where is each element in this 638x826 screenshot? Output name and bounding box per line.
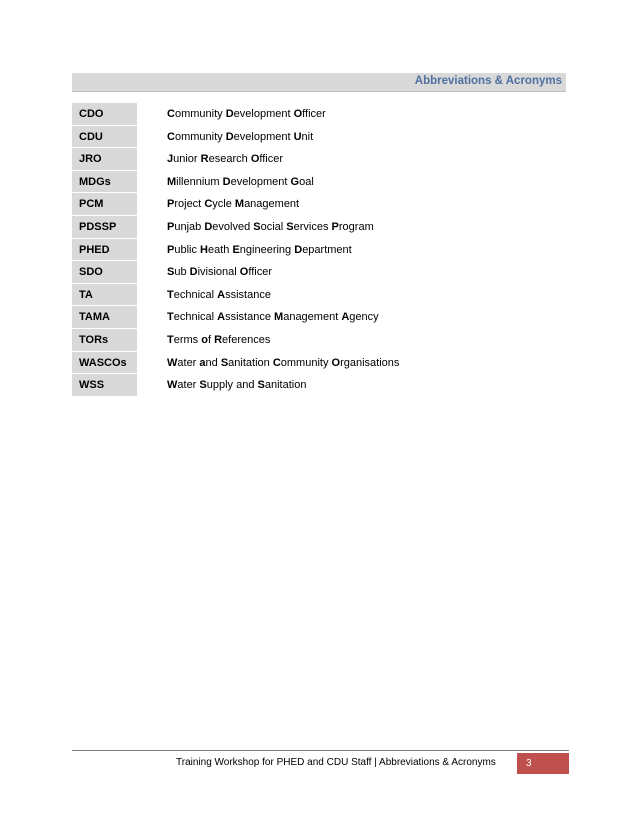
abbreviation-definition <box>167 103 326 126</box>
abbreviation-code: CDU <box>72 126 137 149</box>
definition-initial: D <box>189 266 198 279</box>
definition-text: ocial <box>260 220 287 233</box>
definition-text: unior <box>173 153 201 166</box>
definition-text: epartment <box>302 243 352 256</box>
abbreviation-definition <box>167 216 374 239</box>
definition-initial: T <box>167 311 174 324</box>
definition-text: roject <box>174 198 205 211</box>
footer-text: Training Workshop for PHED and CDU Staff | Abbreviations & Acronyms <box>176 757 496 768</box>
table-row <box>72 374 542 397</box>
definition-initial: a <box>199 356 206 369</box>
abbreviation-code: PHED <box>72 239 137 262</box>
definition-text: ngineering <box>239 243 295 256</box>
definition-initial: R <box>214 333 223 346</box>
table-row <box>72 284 542 307</box>
definition-text: ssistance <box>225 311 275 324</box>
definition-initial: T <box>167 333 174 346</box>
abbreviation-code: TAMA <box>72 306 137 329</box>
abbreviation-code: TORs <box>72 329 137 352</box>
definition-initial: C <box>167 108 175 120</box>
definition-initial: W <box>167 379 178 392</box>
definition-text: ommunity <box>174 108 226 120</box>
definition-text: evelopment <box>230 175 291 188</box>
footer-divider <box>72 750 569 751</box>
definition-initial: P <box>167 198 175 211</box>
definition-initial: O <box>331 356 341 369</box>
definition-text: unjab <box>174 220 205 233</box>
abbreviation-definition <box>167 261 272 284</box>
table-row <box>72 306 542 329</box>
abbreviation-definition <box>167 284 271 307</box>
table-row <box>72 329 542 352</box>
definition-initial: A <box>217 311 226 324</box>
abbreviation-definition <box>167 352 399 375</box>
definition-initial: o <box>201 333 208 346</box>
definition-initial: S <box>286 220 294 233</box>
definition-text: ommunity <box>174 130 226 143</box>
definition-initial: G <box>290 175 300 188</box>
definition-text: evelopment <box>233 130 294 143</box>
abbreviation-code: WASCOs <box>72 352 137 375</box>
definition-text: rganisations <box>340 356 400 369</box>
definition-text: fficer <box>259 153 284 166</box>
definition-text: oal <box>299 175 314 188</box>
abbreviation-definition <box>167 239 352 262</box>
definition-text: anagement <box>283 311 342 324</box>
abbreviation-code: CDO <box>72 103 137 126</box>
page-number-box <box>517 753 569 774</box>
definition-initial: S <box>199 379 207 392</box>
definition-initial: O <box>239 266 249 279</box>
definition-initial: T <box>167 288 174 301</box>
abbreviation-code: JRO <box>72 148 137 171</box>
abbreviation-definition <box>167 329 270 352</box>
abbreviation-code: SDO <box>72 261 137 284</box>
definition-text: ssistance <box>225 288 271 301</box>
abbreviations-table <box>72 103 542 397</box>
definition-text: evolved <box>212 220 254 233</box>
definition-initial: S <box>167 266 175 279</box>
definition-initial: C <box>167 130 175 143</box>
definition-text: echnical <box>173 288 218 301</box>
definition-initial: H <box>200 243 208 256</box>
definition-text: ervices <box>293 220 332 233</box>
table-row <box>72 126 542 149</box>
definition-text: f <box>207 333 215 346</box>
table-row <box>72 239 542 262</box>
abbreviation-definition <box>167 193 299 216</box>
definition-text: gency <box>349 311 379 324</box>
section-header-bar <box>72 73 566 92</box>
table-row <box>72 171 542 194</box>
definition-text: anitation <box>228 356 273 369</box>
definition-initial: D <box>225 130 234 143</box>
definition-initial: D <box>225 108 234 120</box>
definition-text: anitation <box>264 379 307 392</box>
definition-text: esearch <box>208 153 251 166</box>
abbreviation-code: PDSSP <box>72 216 137 239</box>
definition-initial: J <box>167 153 174 166</box>
definition-initial: S <box>220 356 229 369</box>
abbreviation-definition <box>167 306 379 329</box>
definition-initial: O <box>293 108 303 120</box>
abbreviation-definition <box>167 126 313 149</box>
definition-initial: M <box>274 311 284 324</box>
definition-initial: M <box>234 198 245 211</box>
definition-text: ub <box>174 266 190 279</box>
abbreviation-code: WSS <box>72 374 137 397</box>
table-row <box>72 193 542 216</box>
definition-text: fficer <box>248 266 272 279</box>
definition-initial: U <box>293 130 302 143</box>
definition-text: ommunity <box>280 356 332 369</box>
section-title: Abbreviations & Acronyms <box>414 75 562 87</box>
definition-initial: D <box>222 175 231 188</box>
definition-initial: P <box>167 220 175 233</box>
definition-initial: D <box>204 220 213 233</box>
definition-text: ater <box>177 379 200 392</box>
definition-text: ycle <box>212 198 235 211</box>
definition-text: nd <box>205 356 221 369</box>
definition-initial: A <box>217 288 226 301</box>
abbreviation-code: PCM <box>72 193 137 216</box>
definition-text: anagement <box>244 198 300 211</box>
definition-initial: C <box>204 198 213 211</box>
definition-text: nit <box>301 130 314 143</box>
definition-text: ivisional <box>197 266 240 279</box>
definition-text: eferences <box>222 333 271 346</box>
definition-text: ublic <box>174 243 201 256</box>
definition-initial: R <box>200 153 209 166</box>
definition-text: illennium <box>176 175 223 188</box>
table-row <box>72 352 542 375</box>
definition-initial: D <box>294 243 303 256</box>
definition-text: ater <box>177 356 200 369</box>
definition-text: echnical <box>173 311 218 324</box>
definition-initial: S <box>257 379 265 392</box>
definition-text: upply and <box>206 379 258 392</box>
definition-text: rogram <box>338 220 374 233</box>
table-row <box>72 261 542 284</box>
table-row <box>72 103 542 126</box>
abbreviation-code: TA <box>72 284 137 307</box>
definition-initial: S <box>253 220 261 233</box>
table-row <box>72 216 542 239</box>
definition-initial: W <box>167 356 178 369</box>
table-row <box>72 148 542 171</box>
definition-initial: P <box>167 243 175 256</box>
definition-initial: O <box>250 153 260 166</box>
definition-initial: M <box>167 175 177 188</box>
definition-initial: E <box>232 243 240 256</box>
definition-text: fficer <box>302 108 326 120</box>
abbreviation-definition <box>167 171 314 194</box>
abbreviation-definition <box>167 374 306 397</box>
definition-initial: P <box>331 220 339 233</box>
definition-initial: A <box>341 311 350 324</box>
definition-text: eath <box>207 243 233 256</box>
abbreviation-definition <box>167 148 283 171</box>
abbreviation-code: MDGs <box>72 171 137 194</box>
page-number: 3 <box>526 758 532 769</box>
definition-text: evelopment <box>233 108 294 120</box>
definition-text: erms <box>173 333 202 346</box>
definition-initial: C <box>272 356 281 369</box>
